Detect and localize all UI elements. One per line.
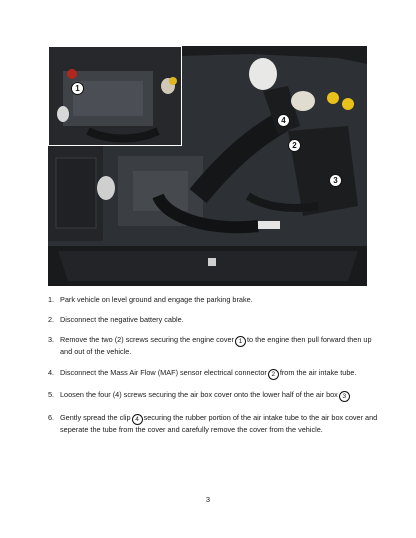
- callout-ref-3: 3: [339, 391, 350, 402]
- step-number: 6.: [48, 412, 55, 422]
- callout-ref-4: 4: [132, 414, 143, 425]
- step-4: [48, 368, 378, 380]
- step-text: [60, 413, 378, 435]
- step-3: [48, 335, 378, 357]
- step-1: [48, 295, 378, 305]
- step-number: 5.: [48, 390, 55, 400]
- step-text-part: Gently spread the clip: [60, 412, 131, 422]
- step-text-part: Park vehicle on level ground and engage the parking brake.: [60, 295, 253, 304]
- callout-4: 4: [277, 114, 290, 127]
- callout-1: 1: [71, 82, 84, 95]
- step-number: 3.: [48, 335, 55, 345]
- step-text: [60, 335, 378, 357]
- engine-bay-photo: [48, 46, 367, 286]
- callout-ref-2: 2: [268, 369, 279, 380]
- step-text: [60, 390, 378, 402]
- step-2: [48, 315, 378, 325]
- callout-ref-1: 1: [235, 336, 246, 347]
- step-text-part: securing the rubber portion of the air intake tube to the air box cover and seperate the tube from the cover and carefully remove the cover from the vehicle.: [60, 412, 378, 434]
- step-text-part: Remove the two (2) screws securing the engine cover: [60, 335, 234, 345]
- instruction-steps: [48, 295, 378, 445]
- step-text-part: Loosen the four (4) screws securing the air box cover onto the lower half of the air box: [60, 390, 338, 400]
- step-5: [48, 390, 378, 402]
- step-text: [60, 368, 378, 380]
- step-6: [48, 413, 378, 435]
- step-text-part: from the air intake tube.: [279, 367, 357, 377]
- callout-3: 3: [329, 174, 342, 187]
- step-text: [60, 315, 378, 325]
- step-text-part: Disconnect the negative battery cable.: [60, 315, 184, 325]
- step-number: 2.: [48, 315, 55, 325]
- page-number: 3: [205, 495, 211, 504]
- step-number: 1.: [48, 295, 55, 304]
- step-text: [60, 295, 378, 305]
- step-text-part: Disconnect the Mass Air Flow (MAF) sensor electrical connector: [60, 367, 267, 377]
- step-text-part: to the engine then pull forward then up and out of the vehicle.: [60, 335, 372, 357]
- engine-cover-inset-frame: [48, 46, 182, 146]
- callout-2: 2: [288, 139, 301, 152]
- step-number: 4.: [48, 367, 55, 377]
